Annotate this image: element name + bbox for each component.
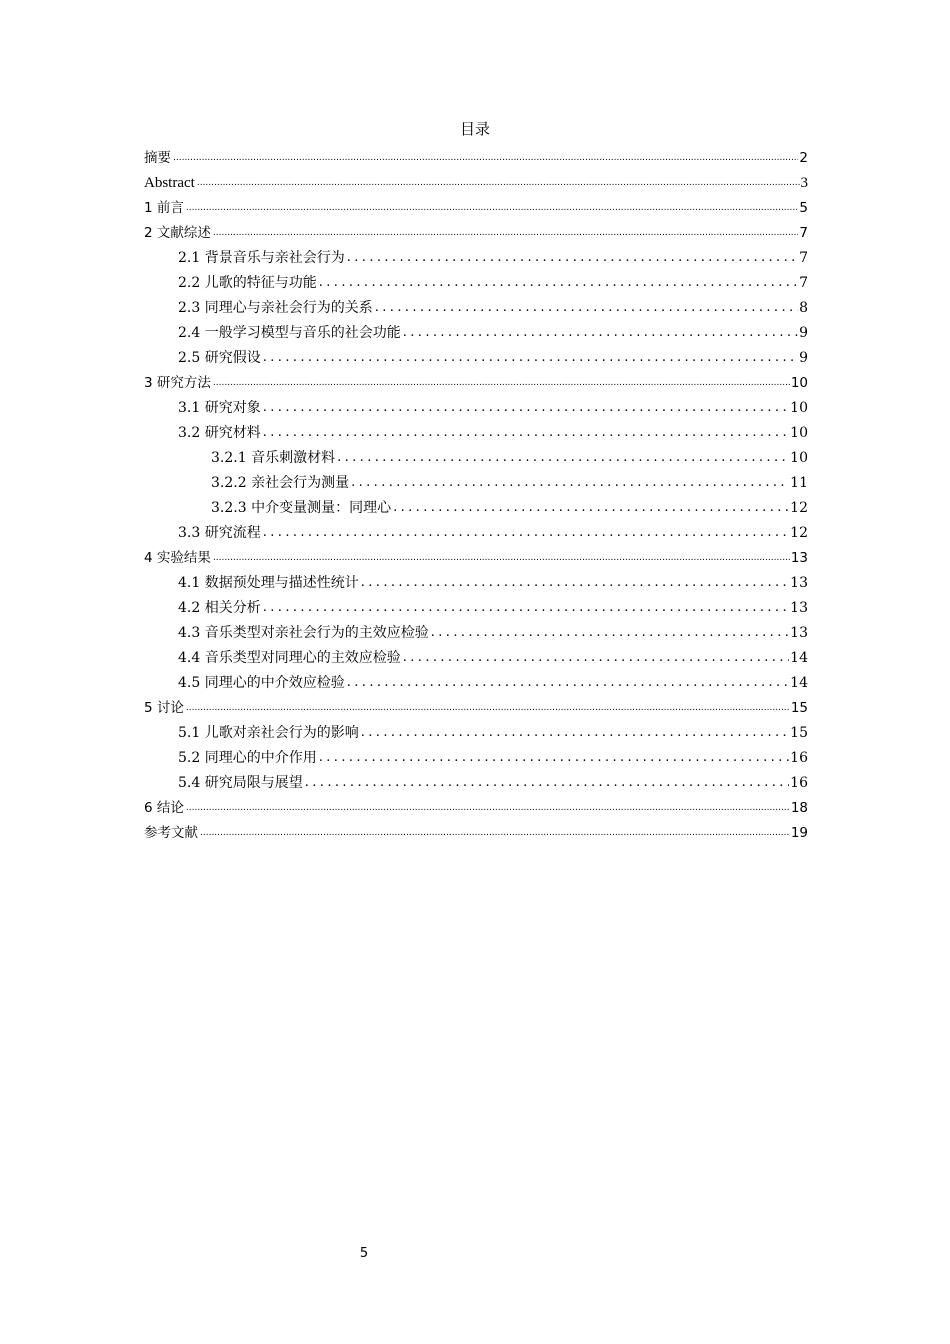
toc-entry[interactable]: [144, 392, 808, 417]
toc-entry[interactable]: [144, 517, 808, 542]
toc-dot-leader: [351, 473, 789, 492]
toc-entry-label: 6 结论: [144, 800, 184, 816]
toc-entry-label: 5.4 研究局限与展望: [178, 775, 303, 791]
toc-entry[interactable]: [144, 217, 808, 242]
toc-entry-label: 2 文献综述: [144, 225, 211, 241]
toc-dot-leader: [361, 573, 789, 592]
toc-entry-page: 18: [790, 800, 808, 816]
toc-entry[interactable]: [144, 792, 808, 817]
toc-entry-page: 15: [790, 700, 808, 716]
toc-entry[interactable]: [144, 192, 808, 217]
toc-entry[interactable]: [144, 242, 808, 267]
toc-dot-leader: [319, 748, 789, 767]
toc-entry-page: 10: [790, 425, 808, 441]
toc-entry[interactable]: [144, 292, 808, 317]
page-number: 5: [359, 1246, 369, 1261]
toc-entry-label: 3.2.2 亲社会行为测量: [211, 475, 350, 491]
toc-entry-label: 3.2.3 中介变量测量：同理心: [211, 500, 392, 516]
toc-entry-page: 3: [800, 175, 808, 191]
toc-dot-leader: [263, 423, 789, 442]
toc-entry-page: 16: [790, 775, 808, 791]
toc-entry[interactable]: [144, 567, 808, 592]
toc-entry-label: 3.2.1 音乐刺激材料: [211, 450, 336, 466]
toc-entry-label: 4.3 音乐类型对亲社会行为的主效应检验: [178, 625, 429, 641]
toc-dot-leader: [263, 398, 789, 417]
toc-entry-label: 2.1 背景音乐与亲社会行为: [178, 250, 345, 266]
toc-entry[interactable]: [144, 167, 808, 192]
toc-dot-leader: [186, 797, 790, 817]
toc-entry-page: 12: [790, 500, 808, 516]
toc-dot-leader: [403, 323, 798, 342]
toc-entry-label: 3.3 研究流程: [178, 525, 261, 541]
toc-entry[interactable]: [144, 492, 808, 517]
toc-entry-page: 7: [799, 275, 808, 291]
toc-entry[interactable]: [144, 592, 808, 617]
toc-entry-page: 5: [799, 200, 808, 216]
toc-entry-label: 2.5 研究假设: [178, 350, 261, 366]
toc-entry-label: 2.2 儿歌的特征与功能: [178, 275, 317, 291]
toc-entry-page: 16: [790, 750, 808, 766]
toc-dot-leader: [431, 623, 789, 642]
toc-entry-page: 19: [790, 825, 808, 841]
toc-entry[interactable]: [144, 742, 808, 767]
toc-entry[interactable]: [144, 817, 808, 842]
toc-entry-page: 10: [790, 450, 808, 466]
toc-dot-leader: [347, 673, 789, 692]
toc-entry-page: 10: [790, 400, 808, 416]
toc-entry-page: 12: [790, 525, 808, 541]
toc-entry-page: 13: [790, 550, 808, 566]
toc-entry-label: 3 研究方法: [144, 375, 211, 391]
toc-entry-page: 15: [790, 725, 808, 741]
toc-entry[interactable]: [144, 767, 808, 792]
toc-entry-label: 1 前言: [144, 200, 184, 216]
toc-dot-leader: [361, 723, 789, 742]
toc-entry-label: 5 讨论: [144, 700, 184, 716]
toc-entry-page: 13: [790, 600, 808, 616]
toc-dot-leader: [319, 273, 798, 292]
toc-entry-label: Abstract: [144, 175, 195, 191]
toc-entry[interactable]: [144, 467, 808, 492]
toc-entry[interactable]: [144, 642, 808, 667]
toc-entry-label: 参考文献: [144, 825, 198, 841]
toc-entry[interactable]: [144, 667, 808, 692]
toc-entry-page: 14: [790, 650, 808, 666]
toc-entry[interactable]: [144, 617, 808, 642]
toc-entry[interactable]: [144, 317, 808, 342]
toc-entry-label: 5.2 同理心的中介作用: [178, 750, 317, 766]
toc-entry-page: 9: [799, 350, 808, 366]
toc-entry-label: 4.2 相关分析: [178, 600, 261, 616]
toc-dot-leader: [263, 598, 789, 617]
toc-entry-page: 10: [790, 375, 808, 391]
toc-dot-leader: [305, 773, 789, 792]
toc-dot-leader: [337, 448, 789, 467]
toc-entry-label: 4.5 同理心的中介效应检验: [178, 675, 345, 691]
toc-entry[interactable]: [144, 717, 808, 742]
toc-entry[interactable]: [144, 442, 808, 467]
toc-entry-page: 7: [799, 225, 808, 241]
toc-entry-page: 9: [799, 325, 808, 341]
toc-dot-leader: [186, 697, 790, 717]
toc-entry[interactable]: [144, 417, 808, 442]
toc-dot-leader: [403, 648, 789, 667]
toc-entry[interactable]: [144, 342, 808, 367]
toc-entry-page: 11: [790, 475, 808, 491]
toc-entry-label: 3.2 研究材料: [178, 425, 261, 441]
toc-entry[interactable]: [144, 692, 808, 717]
toc-entry-label: 3.1 研究对象: [178, 400, 261, 416]
toc-dot-leader: [347, 248, 798, 267]
toc-entry-page: 2: [799, 150, 808, 166]
toc-entry-page: 13: [790, 625, 808, 641]
table-of-contents: [144, 142, 808, 842]
toc-entry-label: 2.3 同理心与亲社会行为的关系: [178, 300, 373, 316]
toc-dot-leader: [263, 523, 789, 542]
toc-entry-page: 14: [790, 675, 808, 691]
toc-dot-leader: [393, 498, 789, 517]
toc-entry[interactable]: [144, 367, 808, 392]
toc-entry-label: 2.4 一般学习模型与音乐的社会功能: [178, 325, 401, 341]
toc-title: 目录: [459, 120, 490, 138]
toc-dot-leader: [186, 197, 799, 217]
toc-dot-leader: [213, 547, 790, 567]
toc-dot-leader: [213, 372, 790, 392]
toc-dot-leader: [213, 222, 799, 242]
toc-dot-leader: [197, 172, 800, 192]
toc-entry[interactable]: [144, 142, 808, 167]
toc-entry-label: 5.1 儿歌对亲社会行为的影响: [178, 725, 359, 741]
toc-entry-page: 7: [799, 250, 808, 266]
toc-entry-label: 4.1 数据预处理与描述性统计: [178, 575, 359, 591]
toc-dot-leader: [375, 298, 798, 317]
toc-dot-leader: [173, 147, 798, 167]
toc-entry-page: 8: [799, 300, 808, 316]
toc-dot-leader: [263, 348, 798, 367]
toc-entry-page: 13: [790, 575, 808, 591]
toc-entry[interactable]: [144, 267, 808, 292]
toc-entry-label: 摘要: [144, 150, 171, 166]
toc-entry-label: 4 实验结果: [144, 550, 211, 566]
toc-entry-label: 4.4 音乐类型对同理心的主效应检验: [178, 650, 401, 666]
toc-dot-leader: [200, 822, 790, 842]
toc-entry[interactable]: [144, 542, 808, 567]
